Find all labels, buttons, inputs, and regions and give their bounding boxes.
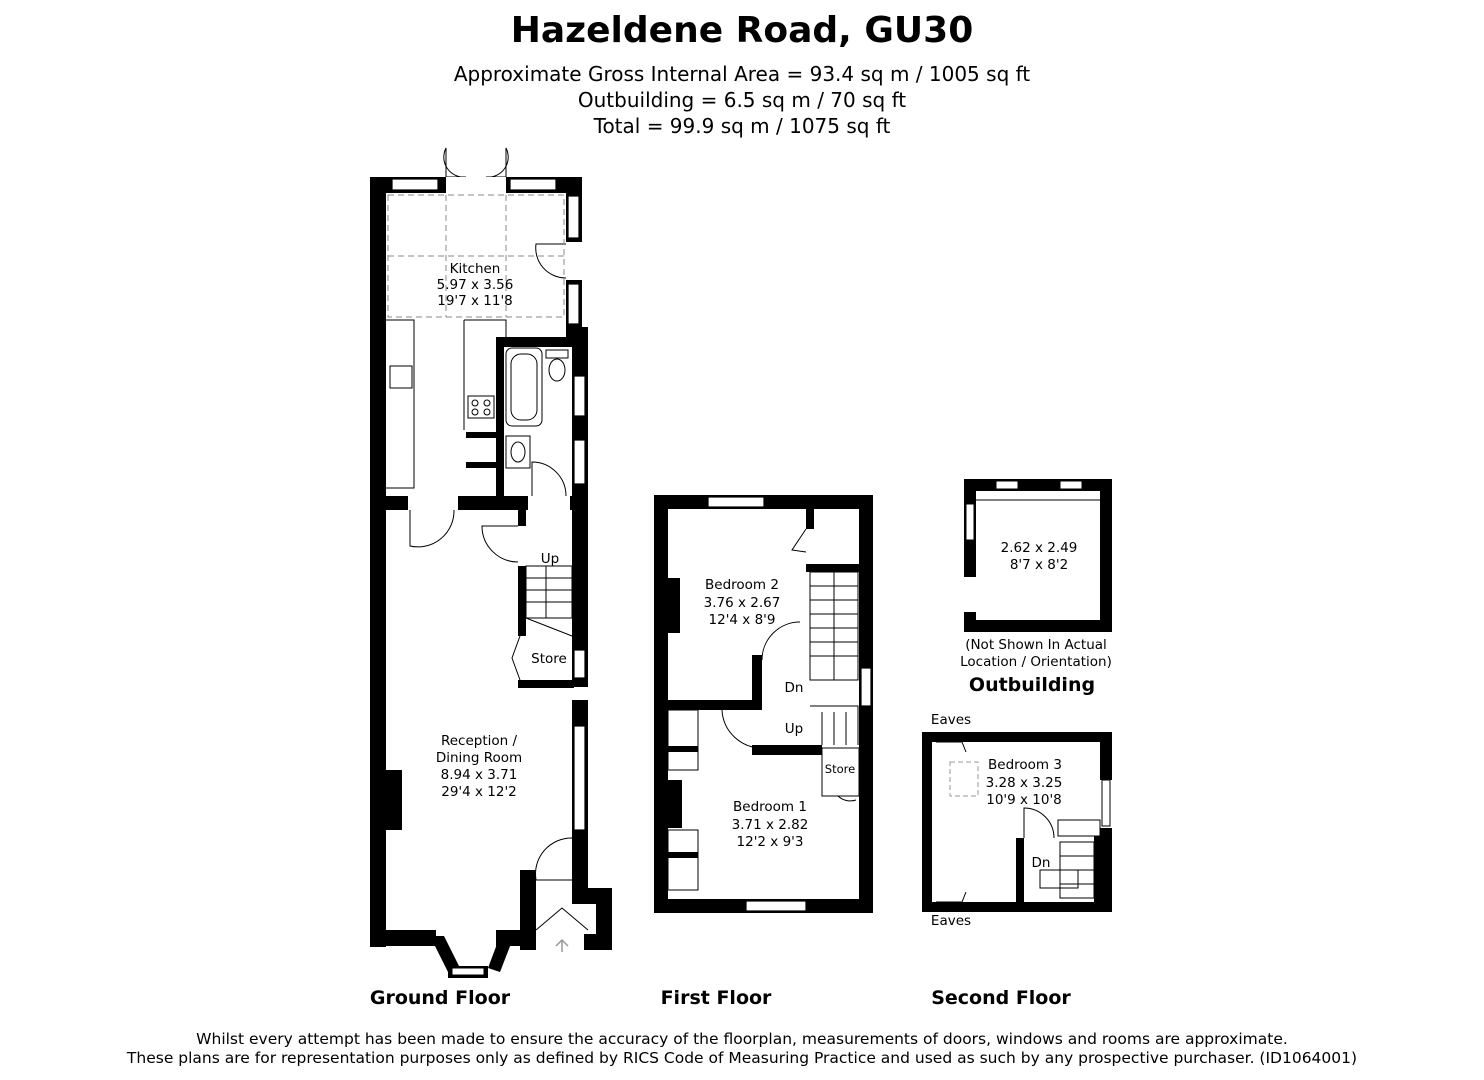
hob-ring [484, 400, 490, 406]
french-door-left [444, 148, 466, 177]
ground-stairs-up-label: Up [540, 551, 560, 567]
hob-ring [472, 400, 478, 406]
kitchen-divide-wall-right [570, 496, 588, 510]
disclaimer-line-1: Whilst every attempt has been made to ensure the accuracy of the floorplan, measurements of doors, windows and rooms are approximate. [196, 1030, 1288, 1048]
kitchen-metric: 5.97 x 3.56 [436, 277, 514, 293]
ground-left-wall [370, 177, 386, 947]
disclaimer-line-2: These plans are for representation purposes only as defined by RICS Code of Measuring Practice and used as such by any prospective purchaser. (ID1064001) [126, 1049, 1358, 1067]
kitchen-side-door [536, 244, 566, 278]
first-stairs-up-label: Up [784, 721, 804, 737]
ground-store-label: Store [531, 651, 567, 667]
plan-title: Hazeldene Road, GU30 [510, 10, 974, 51]
stair-wall-top [518, 510, 526, 526]
bedroom1-door [722, 710, 762, 748]
entrance-arrow-icon [556, 940, 568, 952]
bedroom3-metric: 3.28 x 3.25 [985, 775, 1063, 791]
outbuilding-window-2 [1060, 481, 1082, 489]
landing-storage [1058, 820, 1100, 836]
bedroom3-door [1024, 808, 1054, 838]
bedroom2-wardrobe [656, 578, 680, 633]
reception-label-1: Reception / [440, 733, 518, 749]
bedroom1-metric: 3.71 x 2.82 [731, 817, 809, 833]
second-top-wall [922, 732, 1112, 742]
first-floor-label: First Floor [660, 987, 772, 1009]
kitchen-sink [390, 366, 412, 388]
bedroom3-label: Bedroom 3 [988, 757, 1062, 773]
bedroom3-imperial: 10'9 x 10'8 [986, 792, 1062, 808]
eaves-top-label: Eaves [930, 712, 972, 728]
kitchen-side-door-opening [566, 242, 582, 280]
store-door [838, 796, 856, 801]
bedroom2-imperial: 12'4 x 8'9 [708, 612, 776, 628]
worktop-left [386, 320, 414, 488]
outbuilding-area: Outbuilding = 6.5 sq m / 70 sq ft [577, 88, 907, 112]
bedroom1-window [746, 901, 806, 911]
bedroom2-metric: 3.76 x 2.67 [703, 595, 781, 611]
bathroom-door [532, 462, 566, 496]
bedroom1-label: Bedroom 1 [733, 799, 807, 815]
kitchen-window-right [510, 179, 556, 190]
bedroom2-window [708, 497, 764, 507]
outbuilding-note-2: Location / Orientation) [960, 654, 1112, 670]
bedroom1-wardrobe-2 [668, 830, 698, 890]
gross-internal-area: Approximate Gross Internal Area = 93.4 sq m / 1005 sq ft [453, 62, 1031, 86]
hob-ring [484, 409, 490, 415]
stairwell-right-wall [1094, 836, 1100, 902]
wc-cistern [546, 350, 568, 358]
kitchen-side-window [568, 196, 579, 238]
stair-head-wall [806, 564, 859, 572]
first-stairs-down-label: Dn [784, 680, 804, 696]
stair-wall [518, 566, 526, 636]
second-right-wall-top [1100, 732, 1112, 780]
kitchen-divide-wall-left [386, 496, 408, 510]
outbuilding-plan [960, 479, 1112, 696]
landing-wall [752, 745, 822, 755]
bedroom2-label: Bedroom 2 [705, 577, 779, 593]
french-door-right [486, 148, 508, 177]
store-door [512, 636, 520, 680]
eaves-bottom-label: Eaves [930, 913, 972, 929]
bedroom2-door [792, 529, 806, 552]
bedroom3-rooflight [950, 762, 978, 796]
stair-winder [1040, 870, 1078, 888]
reception-imperial: 29'4 x 12'2 [441, 784, 517, 800]
stair-flight [526, 566, 572, 618]
first-store-label: Store [824, 762, 856, 776]
second-stairs-down-label: Dn [1031, 855, 1051, 871]
bay-window-right-frame [488, 936, 514, 972]
outbuilding-note-1: (Not Shown In Actual [965, 637, 1107, 653]
french-door-opening [446, 177, 506, 193]
bedroom-divide-wall [668, 700, 758, 710]
second-right-wall-bottom [1100, 828, 1112, 912]
hob-ring [472, 409, 478, 415]
bath-inner [511, 354, 537, 420]
bay-window-pane [452, 968, 484, 975]
bedroom2-door-jamb [806, 509, 814, 529]
front-door-inner [535, 838, 572, 880]
kitchen-cupboard-divider [466, 432, 498, 438]
stairwell-wall [1016, 838, 1024, 902]
outbuilding-bottom-wall [964, 620, 1112, 632]
front-door-porch [536, 908, 588, 930]
basin-bowl [511, 442, 525, 462]
basin [506, 436, 530, 468]
kitchen-imperial: 19'7 x 11'8 [437, 293, 513, 309]
kitchen-side-window-2 [568, 284, 579, 324]
outbuilding-side-window [966, 504, 974, 540]
bathroom-left-wall [496, 337, 504, 507]
second-floor-plan [922, 712, 1112, 1009]
outbuilding-label: Outbuilding [968, 674, 1096, 696]
outbuilding-window [996, 481, 1018, 489]
bedroom1-chimney [656, 780, 682, 828]
second-floor-label: Second Floor [931, 987, 1071, 1009]
stair-door [482, 526, 518, 562]
store-bottom-wall [518, 680, 574, 688]
total-area: Total = 99.9 sq m / 1075 sq ft [593, 114, 891, 138]
chimney-breast [372, 770, 402, 830]
outbuilding-metric: 2.62 x 2.49 [1000, 540, 1078, 556]
bathroom-window [574, 376, 585, 416]
kitchen-divide-wall-mid [458, 496, 528, 510]
store-window [574, 650, 585, 678]
reception-side-window [574, 726, 585, 830]
bedroom1-wardrobe [668, 710, 698, 770]
porch-wall-bottom [584, 934, 612, 950]
second-bottom-wall [922, 902, 1112, 912]
wardrobe-shelf [668, 746, 698, 752]
kitchen-cupboard-divider [466, 462, 498, 468]
bathroom-window-2 [574, 440, 585, 484]
second-left-wall [922, 732, 932, 912]
ground-floor-label: Ground Floor [369, 987, 511, 1009]
outbuilding-top-wall [964, 479, 1112, 491]
eaves-door-top [936, 742, 966, 752]
landing-window [861, 668, 871, 706]
bay-wall-left [386, 930, 436, 946]
ground-floor-plan [370, 148, 612, 1009]
reception-metric: 8.94 x 3.71 [440, 767, 518, 783]
bedroom3-window [1102, 780, 1110, 826]
wardrobe-shelf [668, 852, 698, 858]
bathroom-top-wall [496, 337, 584, 347]
reception-label-2: Dining Room [435, 750, 523, 766]
outbuilding-imperial: 8'7 x 8'2 [1009, 557, 1069, 573]
stair-diagonal [526, 618, 572, 636]
first-floor-plan [654, 495, 873, 1009]
kitchen-label: Kitchen [449, 261, 501, 277]
hob [468, 396, 494, 418]
eaves-door-bottom [936, 892, 966, 902]
bedroom2-corner-wall [752, 655, 762, 710]
bedroom1-imperial: 12'2 x 9'3 [736, 834, 804, 850]
outbuilding-right-wall [1100, 479, 1112, 632]
wc-bowl [549, 359, 565, 381]
kitchen-window-left [392, 179, 438, 190]
kitchen-door [410, 510, 454, 547]
first-left-wall [654, 495, 668, 913]
